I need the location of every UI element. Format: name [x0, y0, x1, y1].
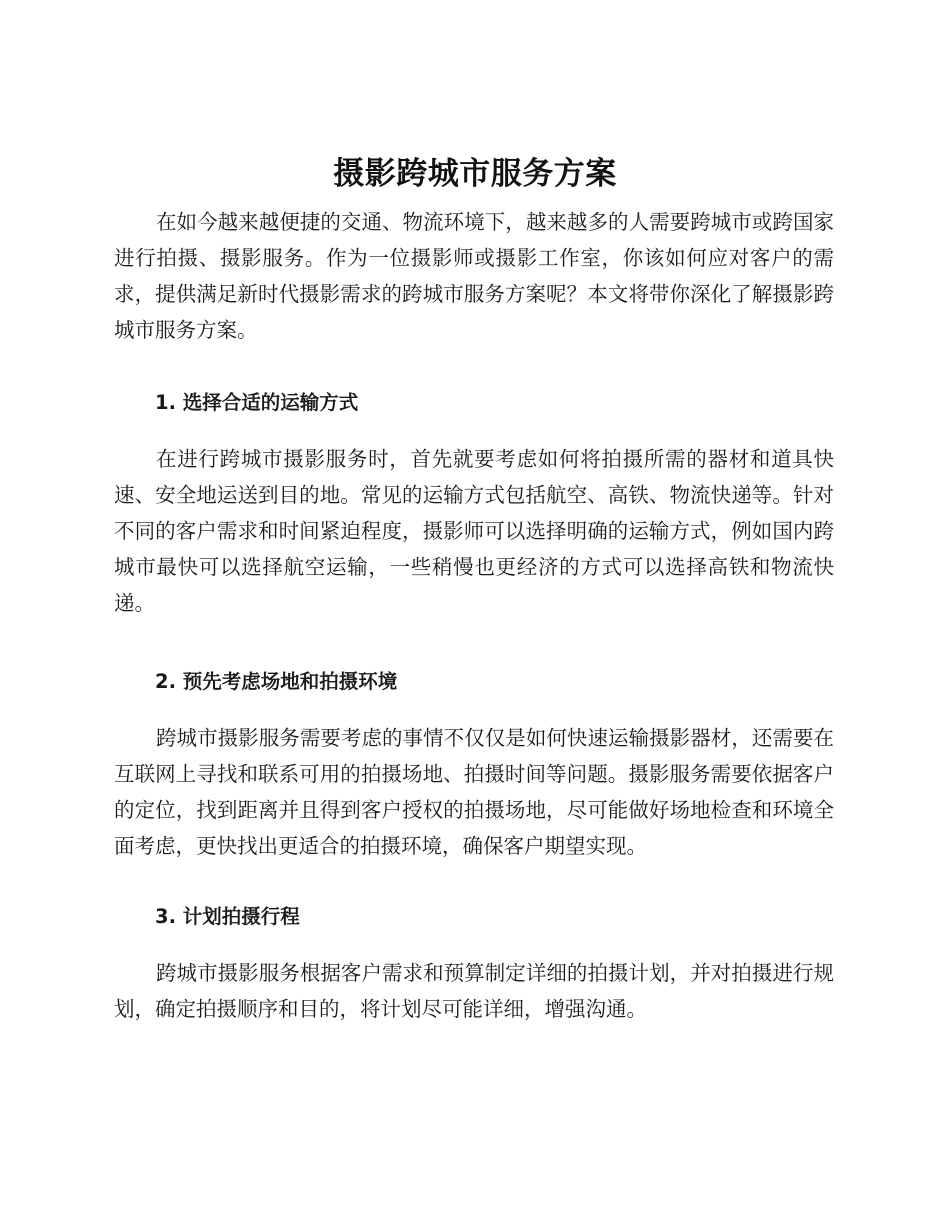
section-body-venue: 跨城市摄影服务需要考虑的事情不仅仅是如何快速运输摄影器材，还需要在互联网上寻找和联系可用的拍摄场地、拍摄时间等问题。摄影服务需要依据客户的定位，找到距离并且得到客户授权的拍摄场地，尽可能做好场地检查和环境全面考虑，更快找出更适合的拍摄环境，确保客户期望实现。: [114, 726, 834, 858]
section-heading-schedule: 3. 计划拍摄行程: [155, 905, 300, 928]
section-body-schedule: 跨城市摄影服务根据客户需求和预算制定详细的拍摄计划，并对拍摄进行规划，确定拍摄顺序和目的，将计划尽可能详细，增强沟通。: [114, 961, 834, 1021]
section-body-transport: 在进行跨城市摄影服务时，首先就要考虑如何将拍摄所需的器材和道具快速、安全地运送到目的地。常见的运输方式包括航空、高铁、物流快递等。针对不同的客户需求和时间紧迫程度，摄影师可以选择明确的运输方式，例如国内跨城市最快可以选择航空运输，一些稍慢也更经济的方式可以选择高铁和物流快递。: [114, 447, 834, 615]
document-title: 摄影跨城市服务方案: [333, 156, 617, 192]
section-heading-venue: 2. 预先考虑场地和拍摄环境: [155, 670, 398, 693]
intro-paragraph: 在如今越来越便捷的交通、物流环境下，越来越多的人需要跨城市或跨国家进行拍摄、摄影服务。作为一位摄影师或摄影工作室，你该如何应对客户的需求，提供满足新时代摄影需求的跨城市服务方案呢？本文将带你深化了解摄影跨城市服务方案。: [114, 210, 834, 342]
section-heading-transport: 1. 选择合适的运输方式: [155, 391, 359, 414]
